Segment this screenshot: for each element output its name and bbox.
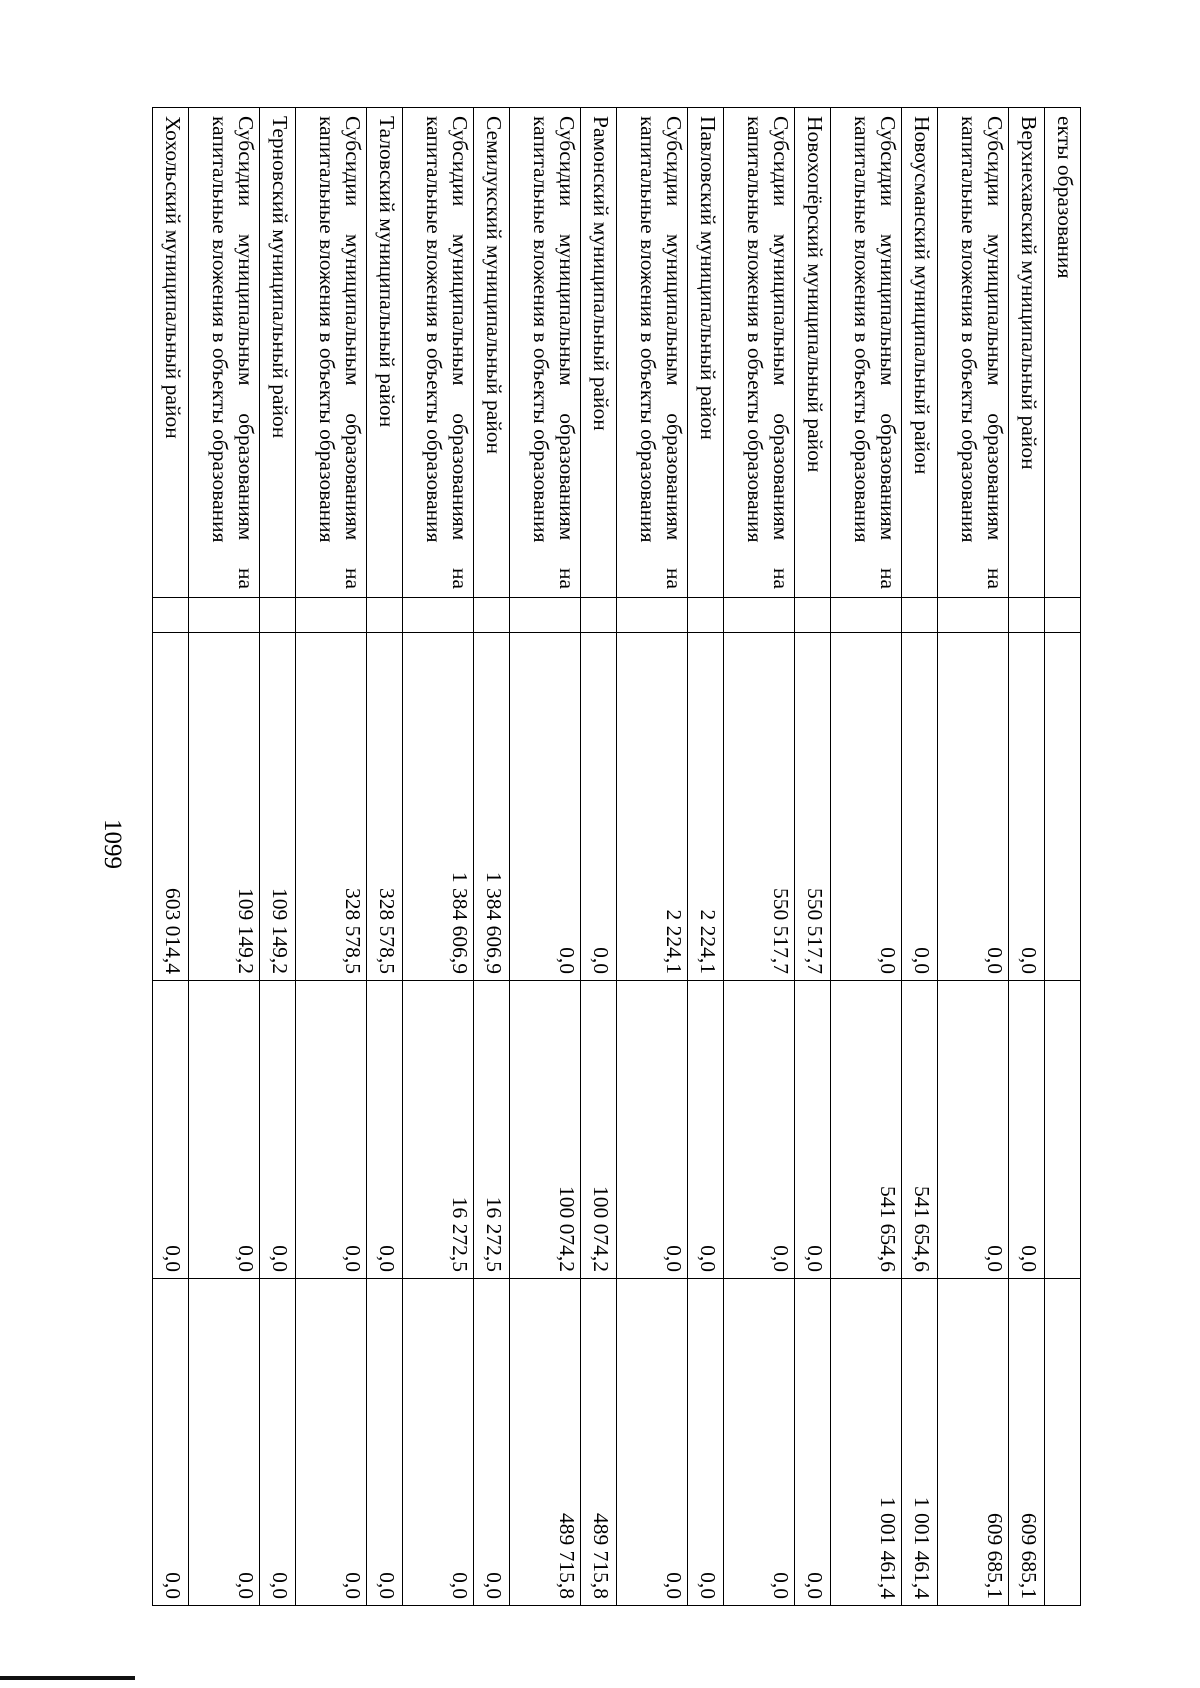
value-cell-1: 0,0 bbox=[831, 633, 902, 981]
value-cell-3: 0,0 bbox=[474, 1279, 510, 1606]
value-cell-3: 609 685,1 bbox=[1009, 1279, 1045, 1606]
table-row bbox=[688, 108, 724, 1606]
table-row bbox=[367, 108, 403, 1606]
value-cell-2: 0,0 bbox=[795, 981, 831, 1279]
value-cell-3: 0,0 bbox=[795, 1279, 831, 1606]
value-cell-3: 489 715,8 bbox=[581, 1279, 617, 1606]
value-cell-1: 328 578,5 bbox=[367, 633, 403, 981]
table-row bbox=[902, 108, 938, 1606]
empty-cell bbox=[617, 598, 688, 633]
row-name-cell: Верхнехавский муниципальный район bbox=[1009, 108, 1045, 598]
row-name-cell: Терновский муниципальный район bbox=[260, 108, 296, 598]
value-cell-1: 109 149,2 bbox=[260, 633, 296, 981]
row-name-cell: Новохопёрский муниципальный район bbox=[795, 108, 831, 598]
table-row bbox=[831, 108, 902, 1606]
table-row bbox=[403, 108, 474, 1606]
value-cell-1: 0,0 bbox=[1009, 633, 1045, 981]
empty-cell bbox=[403, 598, 474, 633]
table-row bbox=[260, 108, 296, 1606]
empty-cell bbox=[724, 598, 795, 633]
value-cell-2: 0,0 bbox=[938, 981, 1009, 1279]
value-cell-2: 100 074,2 bbox=[581, 981, 617, 1279]
empty-cell bbox=[296, 598, 367, 633]
value-cell-1: 0,0 bbox=[938, 633, 1009, 981]
row-name-cell: Субсидии муниципальным образованиям на капитальные вложения в объекты образования bbox=[617, 108, 688, 598]
value-cell-2: 541 654,6 bbox=[902, 981, 938, 1279]
empty-cell bbox=[1009, 598, 1045, 633]
value-cell-2: 16 272,5 bbox=[474, 981, 510, 1279]
row-name-cell: Таловский муниципальный район bbox=[367, 108, 403, 598]
table-row bbox=[153, 108, 189, 1606]
value-cell-1: 550 517,7 bbox=[724, 633, 795, 981]
row-name-cell: Субсидии муниципальным образованиям на капитальные вложения в объекты образования bbox=[510, 108, 581, 598]
table-row bbox=[510, 108, 581, 1606]
empty-cell bbox=[474, 598, 510, 633]
value-cell-2: 0,0 bbox=[688, 981, 724, 1279]
value-cell-1: 328 578,5 bbox=[296, 633, 367, 981]
value-cell-3: 609 685,1 bbox=[938, 1279, 1009, 1606]
row-name-cell: Рамонский муниципальный район bbox=[581, 108, 617, 598]
value-cell-2: 0,0 bbox=[260, 981, 296, 1279]
row-name-cell: Субсидии муниципальным образованиям на капитальные вложения в объекты образования bbox=[831, 108, 902, 598]
empty-cell bbox=[367, 598, 403, 633]
table-row bbox=[795, 108, 831, 1606]
value-cell-1: 2 224,1 bbox=[617, 633, 688, 981]
value-cell-2: 100 074,2 bbox=[510, 981, 581, 1279]
empty-cell bbox=[581, 598, 617, 633]
table-row bbox=[724, 108, 795, 1606]
row-name-cell: Хохольский муниципальный район bbox=[153, 108, 189, 598]
row-name-cell: Субсидии муниципальным образованиям на капитальные вложения в объекты образования bbox=[938, 108, 1009, 598]
value-cell-1: 0,0 bbox=[581, 633, 617, 981]
value-cell-3: 0,0 bbox=[724, 1279, 795, 1606]
table-row bbox=[1045, 108, 1081, 1606]
row-name-cell: екты образования bbox=[1045, 108, 1081, 598]
budget-table bbox=[152, 107, 1081, 1606]
value-cell-3: 0,0 bbox=[688, 1279, 724, 1606]
value-cell-1: 1 384 606,9 bbox=[403, 633, 474, 981]
value-cell-1: 2 224,1 bbox=[688, 633, 724, 981]
table-row bbox=[474, 108, 510, 1606]
table-row bbox=[938, 108, 1009, 1606]
budget-table-rotated bbox=[139, 107, 1081, 1605]
empty-cell bbox=[189, 598, 260, 633]
empty-cell bbox=[688, 598, 724, 633]
value-cell-3: 489 715,8 bbox=[510, 1279, 581, 1606]
value-cell-2: 0,0 bbox=[296, 981, 367, 1279]
value-cell-2: 0,0 bbox=[1009, 981, 1045, 1279]
table-row bbox=[296, 108, 367, 1606]
value-cell-3: 0,0 bbox=[189, 1279, 260, 1606]
value-cell-3: 0,0 bbox=[403, 1279, 474, 1606]
value-cell-2: 0,0 bbox=[724, 981, 795, 1279]
empty-cell bbox=[153, 598, 189, 633]
value-cell-2: 0,0 bbox=[189, 981, 260, 1279]
value-cell-3: 1 001 461,4 bbox=[902, 1279, 938, 1606]
empty-cell bbox=[260, 598, 296, 633]
value-cell-2: 541 654,6 bbox=[831, 981, 902, 1279]
table-row bbox=[581, 108, 617, 1606]
value-cell-2: 0,0 bbox=[617, 981, 688, 1279]
value-cell-3: 0,0 bbox=[617, 1279, 688, 1606]
empty-cell bbox=[831, 598, 902, 633]
page-number: 1099 bbox=[99, 819, 126, 869]
value-cell-1: 1 384 606,9 bbox=[474, 633, 510, 981]
empty-cell bbox=[795, 598, 831, 633]
row-name-cell: Павловский муниципальный район bbox=[688, 108, 724, 598]
value-cell-1: 0,0 bbox=[902, 633, 938, 981]
value-cell-1: 109 149,2 bbox=[189, 633, 260, 981]
value-cell-1: 603 014,4 bbox=[153, 633, 189, 981]
value-cell-1 bbox=[1045, 633, 1081, 981]
row-name-cell: Субсидии муниципальным образованиям на капитальные вложения в объекты образования bbox=[189, 108, 260, 598]
budget-table-container bbox=[139, 107, 1081, 1605]
value-cell-1: 550 517,7 bbox=[795, 633, 831, 981]
value-cell-3: 0,0 bbox=[260, 1279, 296, 1606]
table-row bbox=[189, 108, 260, 1606]
row-name-cell: Семилукский муниципальный район bbox=[474, 108, 510, 598]
row-name-cell: Субсидии муниципальным образованиям на капитальные вложения в объекты образования bbox=[403, 108, 474, 598]
row-name-cell: Субсидии муниципальным образованиям на капитальные вложения в объекты образования bbox=[296, 108, 367, 598]
value-cell-2 bbox=[1045, 981, 1081, 1279]
value-cell-3: 0,0 bbox=[153, 1279, 189, 1606]
value-cell-3 bbox=[1045, 1279, 1081, 1606]
value-cell-3: 0,0 bbox=[367, 1279, 403, 1606]
empty-cell bbox=[938, 598, 1009, 633]
row-name-cell: Субсидии муниципальным образованиям на капитальные вложения в объекты образования bbox=[724, 108, 795, 598]
value-cell-2: 16 272,5 bbox=[403, 981, 474, 1279]
empty-cell bbox=[1045, 598, 1081, 633]
value-cell-2: 0,0 bbox=[367, 981, 403, 1279]
row-name-cell: Новоусманский муниципальный район bbox=[902, 108, 938, 598]
value-cell-3: 0,0 bbox=[296, 1279, 367, 1606]
scan-edge-mark bbox=[0, 1676, 135, 1680]
table-row bbox=[617, 108, 688, 1606]
value-cell-2: 0,0 bbox=[153, 981, 189, 1279]
empty-cell bbox=[902, 598, 938, 633]
value-cell-1: 0,0 bbox=[510, 633, 581, 981]
value-cell-3: 1 001 461,4 bbox=[831, 1279, 902, 1606]
table-row bbox=[1009, 108, 1045, 1606]
empty-cell bbox=[510, 598, 581, 633]
